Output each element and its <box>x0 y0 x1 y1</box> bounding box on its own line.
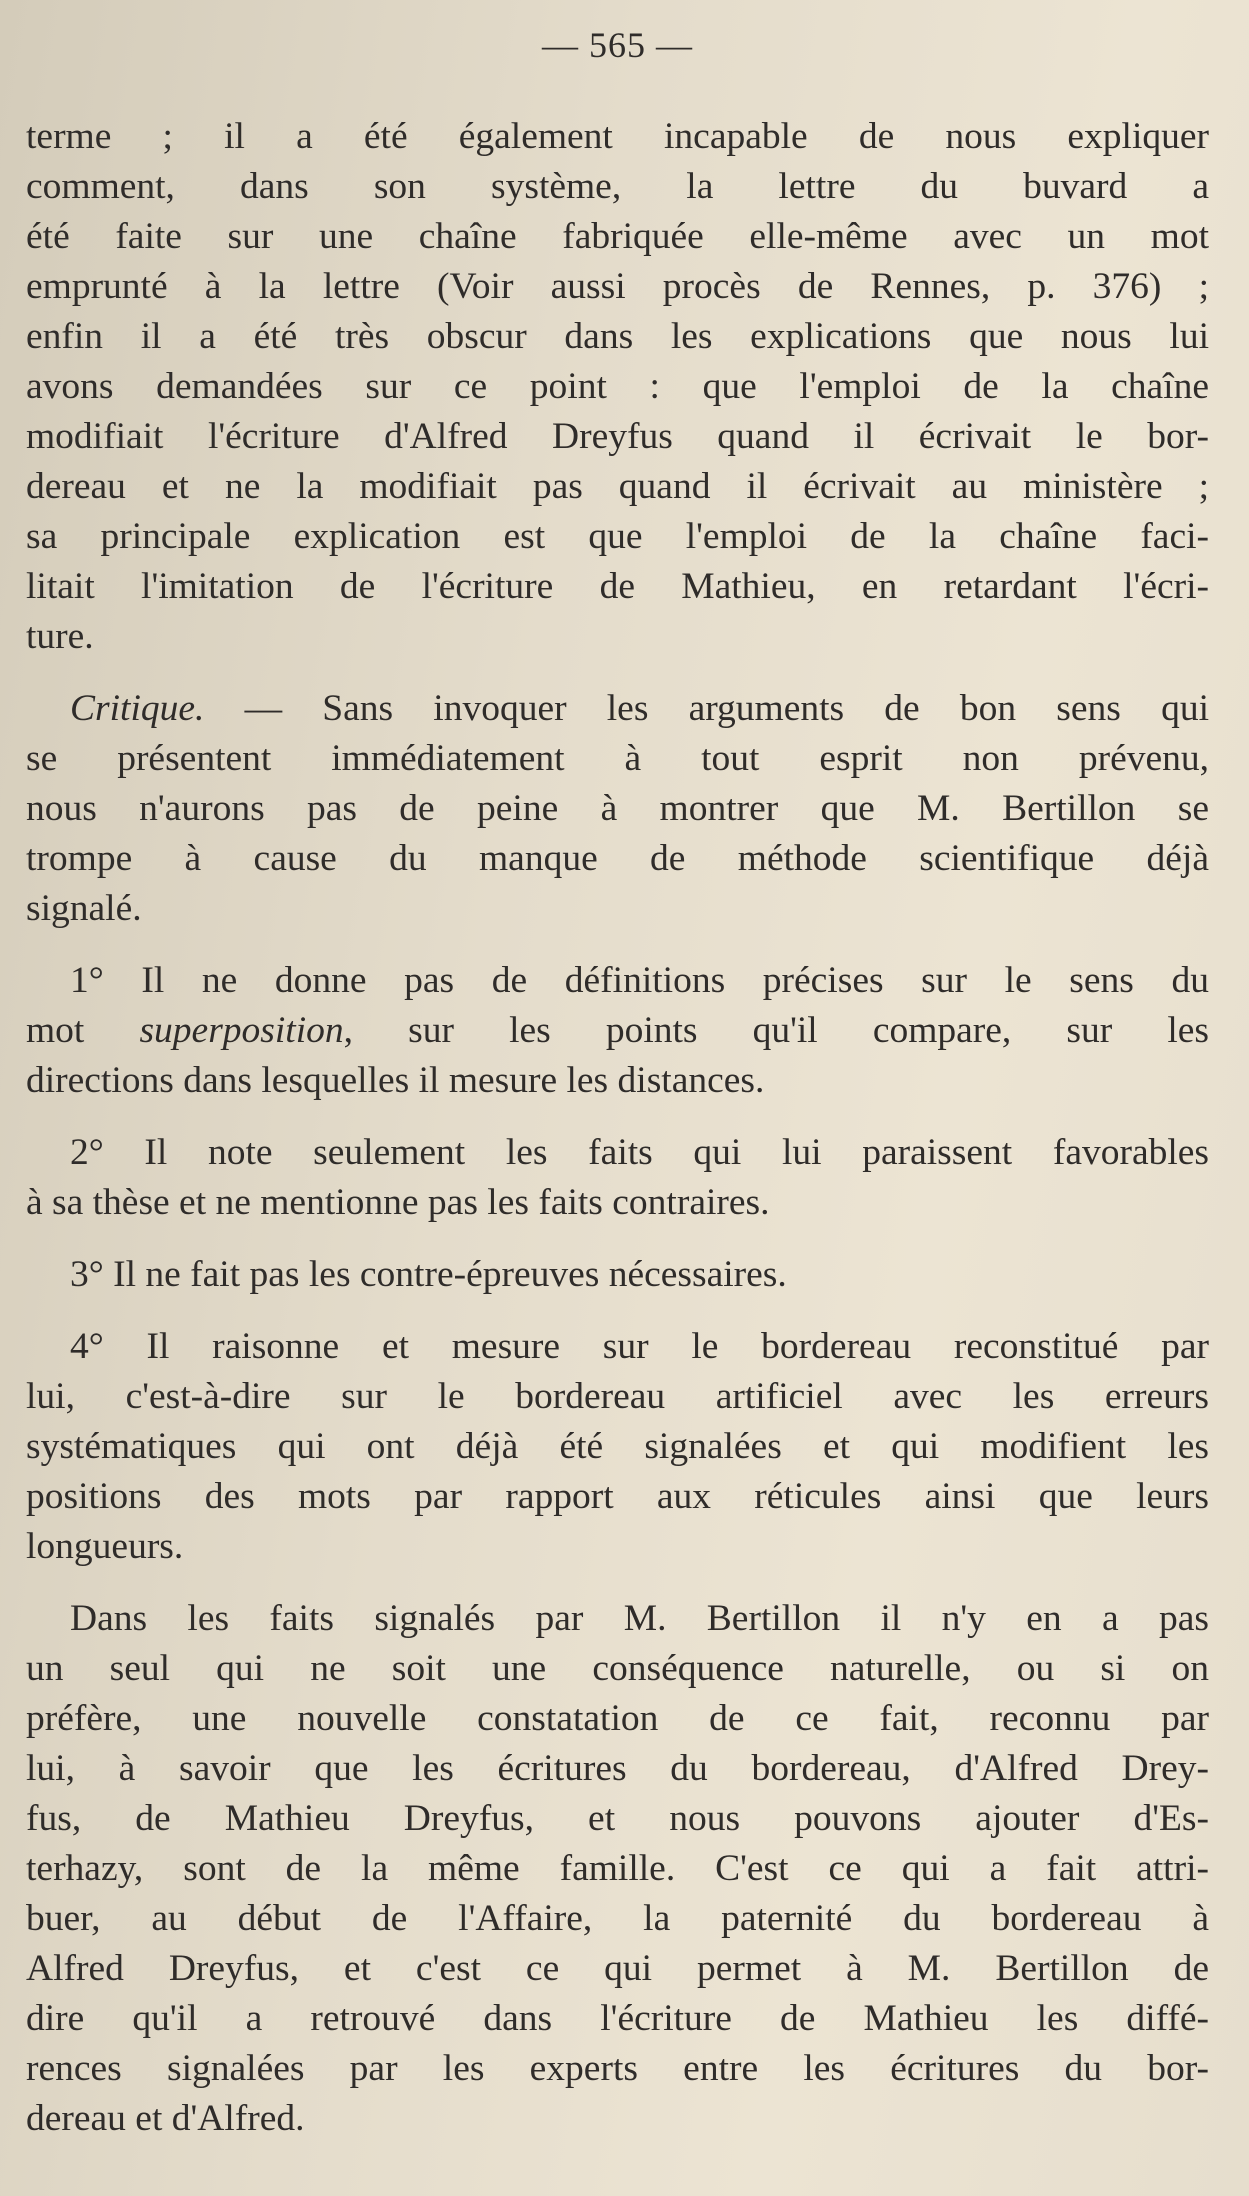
text-line: lui, à savoir que les écritures du bordereau, d'Alfred Drey- <box>26 1748 1209 1789</box>
text-line: dereau et ne la modifiait pas quand il écrivait au ministère ; <box>26 466 1209 507</box>
paragraph-point-3 <box>26 1250 1209 1300</box>
text-line: enfin il a été très obscur dans les explications que nous lui <box>26 316 1209 357</box>
text-line: 3° Il ne fait pas les contre-épreuves nécessaires. <box>70 1254 787 1295</box>
text-line: dire qu'il a retrouvé dans l'écriture de Mathieu les diffé- <box>26 1998 1209 2039</box>
text-line: un seul qui ne soit une conséquence naturelle, ou si on <box>26 1648 1209 1689</box>
text-line: modifiait l'écriture d'Alfred Dreyfus quand il écrivait le bor- <box>26 416 1209 457</box>
text-line: ture. <box>26 616 94 657</box>
text-line: lui, c'est-à-dire sur le bordereau artificiel avec les erreurs <box>26 1376 1209 1417</box>
text-line: positions des mots par rapport aux réticules ainsi que leurs <box>26 1476 1209 1517</box>
text-line: se présentent immédiatement à tout esprit non prévenu, <box>26 738 1209 779</box>
text-line: comment, dans son système, la lettre du buvard a <box>26 166 1209 207</box>
paragraph-critique <box>26 684 1209 934</box>
line-suffix: , sur les points qu'il compare, sur les <box>343 1010 1209 1051</box>
critique-lead: Critique. <box>70 688 205 729</box>
text-line: 2° Il note seulement les faits qui lui paraissent favorables <box>70 1132 1209 1173</box>
text-line: longueurs. <box>26 1526 184 1567</box>
paragraph-continuation <box>26 112 1209 662</box>
text-line <box>26 684 1209 734</box>
text-line: litait l'imitation de l'écriture de Mathieu, en retardant l'écri- <box>26 566 1209 607</box>
text-line: directions dans lesquelles il mesure les distances. <box>26 1060 765 1101</box>
paragraph-point-1 <box>26 956 1209 1106</box>
text-line: signalé. <box>26 888 142 929</box>
text-line: buer, au début de l'Affaire, la paternité du bordereau à <box>26 1898 1209 1939</box>
text-line: 1° Il ne donne pas de définitions précises sur le sens du <box>70 960 1209 1001</box>
paragraph-conclusion <box>26 1594 1209 2144</box>
text-line: systématiques qui ont déjà été signalées et qui modifient les <box>26 1426 1209 1467</box>
text-line: Alfred Dreyfus, et c'est ce qui permet à M. Bertillon de <box>26 1948 1209 1989</box>
text-line: Dans les faits signalés par M. Bertillon il n'y en a pas <box>70 1598 1209 1639</box>
paragraph-point-4 <box>26 1322 1209 1572</box>
text-line: avons demandées sur ce point : que l'emploi de la chaîne <box>26 366 1209 407</box>
text-line: nous n'aurons pas de peine à montrer que M. Bertillon se <box>26 788 1209 829</box>
page-number: — 565 — <box>542 25 693 65</box>
text-line <box>26 1006 1209 1056</box>
text-line: préfère, une nouvelle constatation de ce fait, reconnu par <box>26 1698 1209 1739</box>
text-line: fus, de Mathieu Dreyfus, et nous pouvons ajouter d'Es- <box>26 1798 1209 1839</box>
text-line: été faite sur une chaîne fabriquée elle-même avec un mot <box>26 216 1209 257</box>
italic-term: superposition <box>139 1010 344 1051</box>
text-line: 4° Il raisonne et mesure sur le bordereau reconstitué par <box>70 1326 1209 1367</box>
text-line: à sa thèse et ne mentionne pas les faits contraires. <box>26 1182 770 1223</box>
text-line: sa principale explication est que l'emploi de la chaîne faci- <box>26 516 1209 557</box>
line-prefix: mot <box>26 1010 140 1051</box>
text-line: terhazy, sont de la même famille. C'est ce qui a fait attri- <box>26 1848 1209 1889</box>
text-line: rences signalées par les experts entre les écritures du bor- <box>26 2048 1209 2089</box>
text-line: emprunté à la lettre (Voir aussi procès de Rennes, p. 376) ; <box>26 266 1209 307</box>
text-line: terme ; il a été également incapable de nous expliquer <box>26 116 1209 157</box>
text-line: dereau et d'Alfred. <box>26 2098 305 2139</box>
text-line: trompe à cause du manque de méthode scientifique déjà <box>26 838 1209 879</box>
critique-line-rest: — Sans invoquer les arguments de bon sens qui <box>204 688 1209 729</box>
paragraph-point-2 <box>26 1128 1209 1228</box>
